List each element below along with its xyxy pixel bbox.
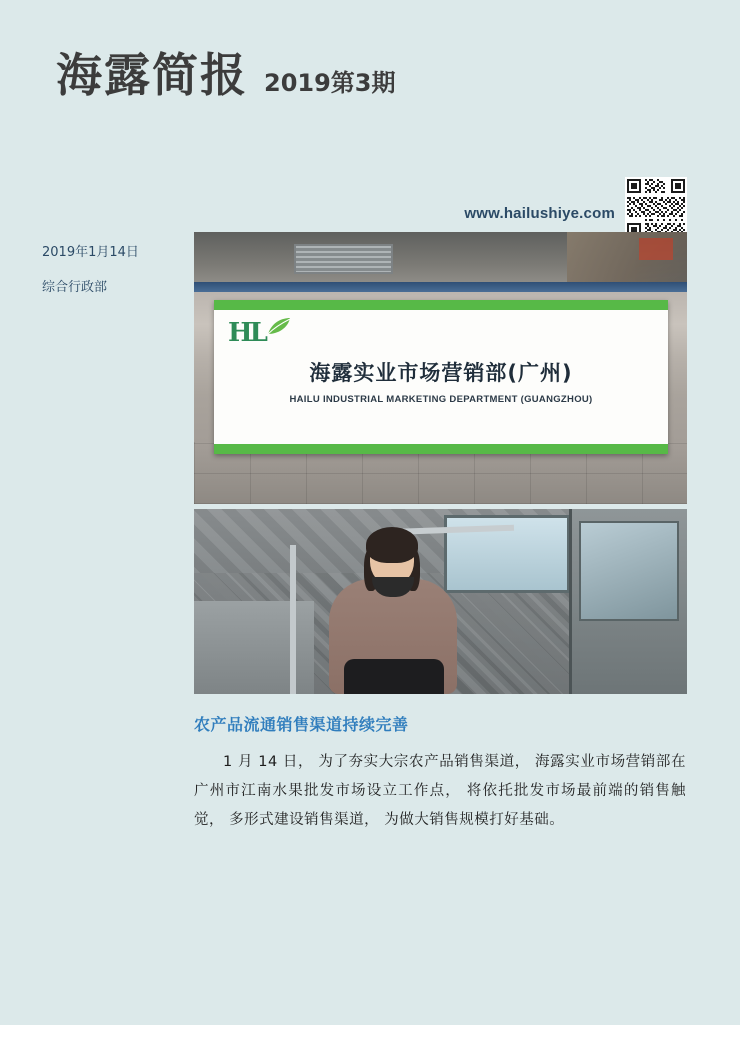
photo2-stairs [194,601,314,694]
photo2-door-glass [579,521,679,621]
leaf-icon [266,316,292,336]
photo2-handrail [290,545,296,694]
issue-label: 2019第3期 [264,69,396,97]
sign-title-chinese: 海露实业市场营销部(广州) [309,361,573,385]
sidebar-department: 综合行政部 [42,279,108,295]
sign-title-english: HAILU INDUSTRIAL MARKETING DEPARTMENT (GUANGZHOU) [289,394,593,405]
sidebar [42,243,192,299]
photo2-person-lap [344,659,444,694]
department-sign-inner [214,310,668,444]
company-logo-icon: HL [228,318,265,348]
qr-code-icon [625,177,687,239]
staff-member-photo [194,509,687,694]
photo-blue-trim [194,282,687,292]
page-bottom-strip [0,1025,740,1047]
article-title: 农产品流通销售渠道持续完善 [194,715,409,734]
article-body: 1 月 14 日， 为了夯实大宗农产品销售渠道， 海露实业市场营销部在广州市江南水果批发市场设立工作点， 将依托批发市场最前端的销售触觉， 多形式建设销售渠道， 为做大销售规模打好基础。 [194,754,686,828]
website-url[interactable]: www.hailushiye.com [464,205,615,222]
photo-red-object [639,238,673,260]
masthead [56,48,396,102]
page-title: 海露简报 [56,48,248,102]
sidebar-date: 2019年1月14日 [42,245,139,260]
marketing-department-banner-photo [194,232,687,504]
air-vent-shape [294,244,393,274]
department-sign [214,300,668,454]
photo2-person-hair [366,527,418,563]
